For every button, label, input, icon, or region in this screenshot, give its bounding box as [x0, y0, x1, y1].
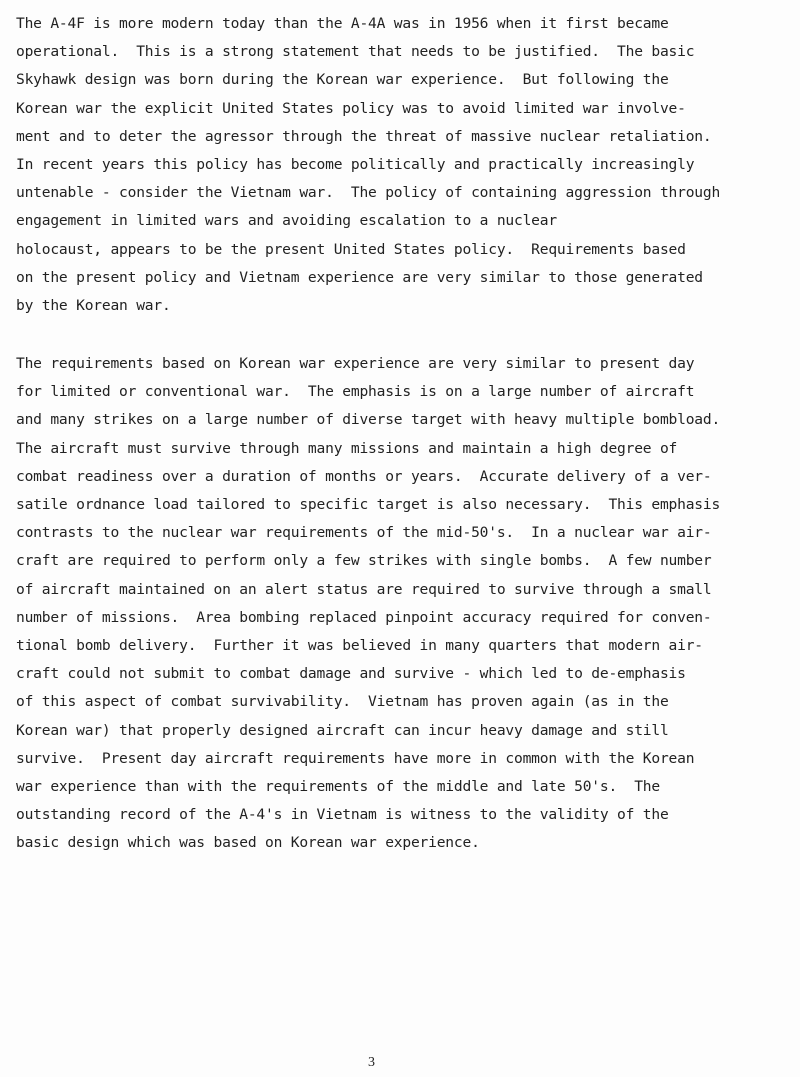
paragraph-line: In recent years this policy has become politically and practically increasingly — [16, 156, 695, 174]
paragraph-line: craft could not submit to combat damage and survive - which led to de-emphasis — [16, 665, 686, 683]
paragraph-line: operational. This is a strong statement that needs to be justified. The basic — [16, 43, 695, 61]
paragraph-line: contrasts to the nuclear war requirements of the mid-50's. In a nuclear war air- — [16, 524, 712, 542]
paragraph-line: The requirements based on Korean war experience are very similar to present day — [16, 355, 695, 372]
paragraph-line: combat readiness over a duration of months or years. Accurate delivery of a ver- — [16, 467, 712, 485]
paragraph-1 — [16, 10, 796, 320]
page-number: 3 — [368, 1055, 375, 1070]
paragraph-line: and many strikes on a large number of diverse target with heavy multiple bombload. — [16, 411, 721, 429]
paragraph-line: Korean war the explicit United States policy was to avoid limited war involve- — [16, 99, 686, 117]
paragraph-line: Korean war) that properly designed aircraft can incur heavy damage and still — [16, 721, 669, 739]
paragraph-line: number of missions. Area bombing replaced pinpoint accuracy required for conven- — [16, 608, 712, 626]
paragraph-line: by the Korean war. — [16, 297, 171, 315]
paragraph-line: The aircraft must survive through many missions and maintain a high degree of — [16, 439, 678, 457]
paragraph-2 — [16, 350, 796, 858]
paragraph-line: war experience than with the requirements of the middle and late 50's. The — [16, 778, 660, 796]
paragraph-line: ment and to deter the agressor through the threat of massive nuclear retaliation. — [16, 127, 712, 145]
paragraph-line: holocaust, appears to be the present United States policy. Requirements based — [16, 240, 686, 258]
paragraph-line: untenable - consider the Vietnam war. The policy of containing aggression through — [16, 184, 721, 202]
paragraph-line: engagement in limited wars and avoiding escalation to a nuclear — [16, 212, 557, 230]
paragraph-line: craft are required to perform only a few strikes with single bombs. A few number — [16, 552, 712, 570]
paragraph-line: The A-4F is more modern today than the A-4A was in 1956 when it first became — [16, 15, 669, 32]
paragraph-line: satile ordnance load tailored to specific target is also necessary. This emphasis — [16, 496, 721, 514]
paragraph-line: on the present policy and Vietnam experience are very similar to those generated — [16, 268, 703, 286]
paragraph-line: tional bomb delivery. Further it was believed in many quarters that modern air- — [16, 637, 703, 655]
paragraph-line: of aircraft maintained on an alert status are required to survive through a small — [16, 580, 712, 598]
paragraph-line: of this aspect of combat survivability. Vietnam has proven again (as in the — [16, 693, 669, 711]
paragraph-line: basic design which was based on Korean war experience. — [16, 834, 480, 852]
paragraph-line: for limited or conventional war. The emphasis is on a large number of aircraft — [16, 383, 695, 401]
paragraph-line: outstanding record of the A-4's in Vietnam is witness to the validity of the — [16, 806, 669, 824]
paragraph-line: survive. Present day aircraft requirements have more in common with the Korean — [16, 749, 695, 767]
paragraph-line: Skyhawk design was born during the Korean war experience. But following the — [16, 71, 669, 89]
